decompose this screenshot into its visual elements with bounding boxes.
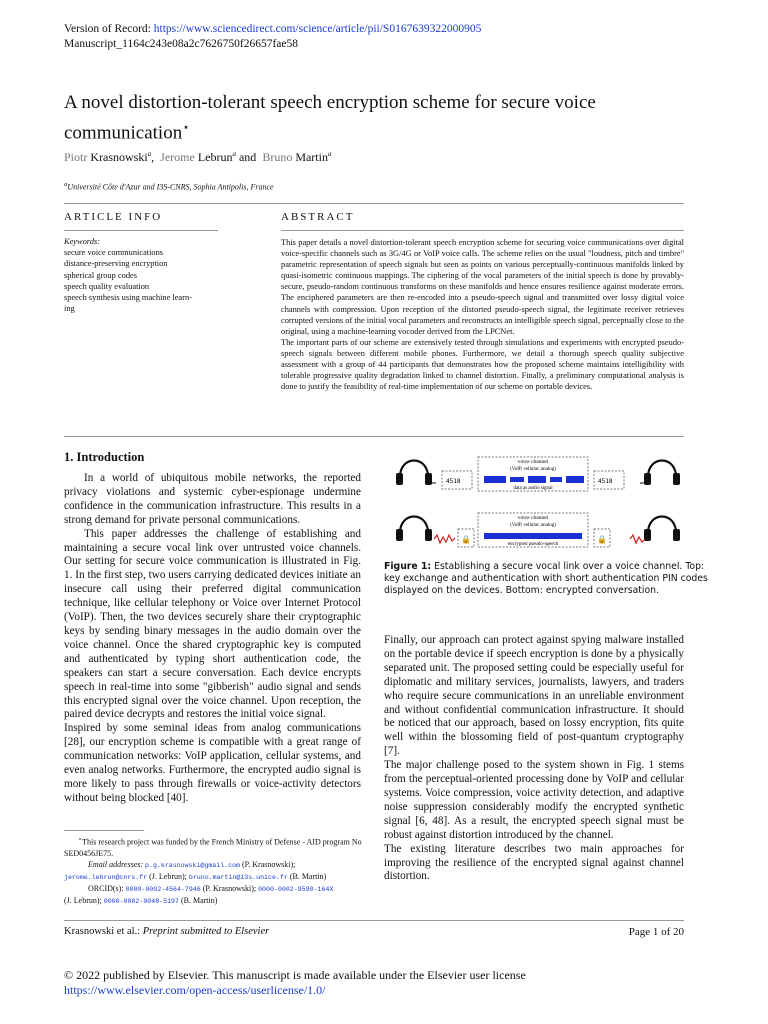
channel-sublabel: (VoIP, cellular, analog) (510, 467, 556, 472)
footnote-divider (64, 830, 144, 831)
lock-icon: 🔒 (461, 535, 471, 544)
channel-label: voice channel (517, 459, 549, 465)
keyword: ing (64, 304, 75, 314)
signal-label: data as audio signal (513, 486, 553, 491)
headset-icon (396, 461, 436, 486)
footnotes: ⋆This research project was funded by the French Ministry of Defense - AID program No SED0456JE75. Email addresses: p.g.krasnowski@gmail.com (P. Krasnowski); jerome.lebrun@cnrs.fr (J. Lebrun); bruno.martin@i3s.unice.fr (B. Martin) ORCID(s): 0000-0002-4564-7946 (P. Krasnowski); 0000-0002-9590-164X (J. Lebrun); 0000-0002-0048-5197 (B. Martin) (64, 836, 362, 905)
caption-label: Figure 1: (384, 561, 432, 572)
caption-text: Establishing a secure vocal link over a voice channel. Top: key exchange and authentication with short authentication PIN codes displayed on the devices. Bottom: encrypted conversation. (384, 561, 708, 596)
abstract-paragraph: The important parts of our scheme are extensively tested through simulations and experiments with encrypted pseudo-speech signals between different mobile phones. Furthermore, we detail a thorough speech quality subjective assessment with a group of 44 participants that demonstrates how the proposed scheme maintains intelligibility with tolerable progressive quality degradation linked to channel distortion. Finally, a preliminary computational analysis is done to justify the feasibility of real-time implementation of our scheme on portable devices. (281, 337, 684, 392)
body-paragraph: The major challenge posed to the system shown in Fig. 1 stems from the perceptual-oriented processing done by VoIP and cellular systems. Voice compression, voice activity detection, and adaptive noise suppression considerably modify the encrypted synthetic signal [6, 48]. As a result, the encrypted speech signal must be robust against distortion introduced by the channel. (384, 759, 684, 841)
email-link[interactable]: p.g.krasnowski@gmail.com (145, 861, 240, 869)
pin-code-left: 4518 (446, 478, 461, 485)
license-notice (64, 968, 526, 998)
author-given: Jerome (160, 150, 195, 164)
keyword: secure voice communications (64, 248, 164, 258)
page-number: Page 1 of 20 (628, 926, 684, 938)
keyword: speech quality evaluation (64, 281, 150, 291)
article-info-heading: ARTICLE INFO (64, 211, 163, 223)
manuscript-id: Manuscript_1164c243e08a2c7626750f26657fae58 (64, 38, 298, 50)
divider (281, 230, 684, 231)
funding-note: This research project was funded by the French Ministry of Defense - AID program No SED0456JE75. (64, 837, 362, 858)
channel-sublabel: (VoIP, cellular, analog) (510, 523, 556, 528)
email-link[interactable]: bruno.martin@i3s.unice.fr (188, 873, 288, 881)
author-given: Piotr (64, 150, 88, 164)
figure-1-caption (384, 561, 708, 597)
signal-label: encrypted pseudo-speech (507, 542, 559, 547)
abstract-heading: ABSTRACT (281, 211, 355, 223)
license-text: © 2022 published by Elsevier. This manuscript is made available under the Elsevier user license (64, 968, 526, 982)
footer-divider (64, 920, 684, 921)
version-link[interactable]: https://www.sciencedirect.com/science/article/pii/S0167639322000905 (153, 23, 482, 35)
keyword: spherical group codes (64, 270, 138, 280)
author-family: Martin (295, 150, 328, 164)
keywords-block (64, 236, 224, 314)
body-paragraph: Inspired by some seminal ideas from analog communications [28], our encryption scheme is compatible with a great range of communication networks: VoIP application, cellular systems, and even analog networks. Furthermore, the encrypted audio signal is more likely to pass through firewalls or voice-activity detectors without being blocked [40]. (64, 722, 361, 804)
author-given: Bruno (262, 150, 293, 164)
affiliation: $^a$Université Côte d'Azur and I3S-CNRS, Sophia Antipolis, France (64, 181, 274, 192)
lock-icon: 🔒 (597, 535, 607, 544)
title-footnote-mark[interactable]: ⋆ (182, 120, 190, 134)
orcid-link[interactable]: 0000-0002-9590-164X (258, 885, 334, 893)
section-heading-introduction: 1. Introduction (64, 450, 145, 464)
license-link[interactable]: https://www.elsevier.com/open-access/userlicense/1.0/ (64, 983, 326, 997)
orcid-link[interactable]: 0000-0002-0048-5197 (103, 897, 179, 905)
right-column (384, 634, 684, 884)
keywords-label: Keywords: (64, 237, 100, 246)
pin-code-right: 4518 (598, 478, 613, 485)
encrypted-signal (484, 533, 582, 539)
data-signal (484, 476, 584, 483)
abstract-body (281, 237, 684, 392)
orcid-link[interactable]: 0000-0002-4564-7946 (125, 885, 201, 893)
channel-label: voice channel (517, 515, 549, 521)
version-label: Version of Record: (64, 23, 151, 35)
body-paragraph: This paper addresses the challenge of establishing and maintaining a secure vocal link over untrusted voice channels. Our setting for secure voice communication is illustrated in Fig. 1. In the first step, two users carrying dedicated devices initiate an insecure call using their preferred digital communication technique, like cellular telephony or Voice over Internet Protocol (VoIP). Then, the two devices securely share their cryptographic keys by sending binary messages in the audio domain over the voice channel. Once the shared cryptographic key is computed and authenticated by typing short authentication code, the speakers can start a secure conversation. Each device encrypts speech in real-time into some "gibberish" audio signal and sends this encrypted signal over the voice channel. Upon reception, the paired device decrypts and restores the initial voice signal. (64, 527, 361, 721)
running-footer: Krasnowski et al.: Preprint submitted to Elsevier (64, 926, 270, 937)
keyword: distance-preserving encryption (64, 259, 168, 269)
body-paragraph: In a world of ubiquitous mobile networks, the reported privacy violations and systemic cyber-espionage undermine confidence in the communication infrastructure. This results in a strong demand for private personal communications. (64, 472, 361, 526)
headset-icon (640, 461, 680, 486)
keyword: speech synthesis using machine learn- (64, 293, 192, 303)
record-metadata (64, 22, 481, 52)
author-list: Piotr Krasnowski$^a$, Jerome Lebrun$^a$ and Bruno Martin$^a$ (64, 150, 332, 164)
author-family: Lebrun (197, 150, 233, 164)
headset-icon (644, 517, 680, 542)
divider (64, 203, 684, 204)
body-paragraph: Finally, our approach can protect against spying malware installed on the portable device if speech encryption is done by a physically separated unit. The proposed setting could be especially useful for diplomatic and military services, journalists, lawyers, and traders who require secure communications in an unreliable environment and without confidential communication infrastructure. It should be noticed that our approach, based on lossy encryption, fits quite well within the blossoming field of post-quantum cryptography [7]. (384, 634, 684, 758)
divider (64, 436, 684, 437)
left-column (64, 472, 361, 806)
figure-1-diagram (390, 447, 708, 557)
paper-title: A novel distortion-tolerant speech encryption scheme for secure voice communication⋆ (64, 92, 596, 144)
email-link[interactable]: jerome.lebrun@cnrs.fr (64, 873, 148, 881)
divider (64, 230, 218, 231)
body-paragraph: The existing literature describes two main approaches for improving the resilience of the encrypted signal against channel distortion. (384, 842, 684, 883)
author-family: Krasnowski (90, 150, 148, 164)
abstract-paragraph: This paper details a novel distortion-tolerant speech encryption scheme for securing voice communications over digital voice-specific channels such as 3G/4G or VoIP voice calls. The scheme relies on the usual "loudness, pitch and timbre" parametric representation of speech signals but seen as points on various perceptually-continuous manifolds linked by quasi-isometric continuous mappings. The ciphering of the vocal parameters of the initial speech is done by provably-secure, pseudo-random continuous transforms on these manifolds and hence ensures resilience against moderate errors. The enciphered parameters are then re-encoded into a pseudo-speech signal and transmitted over lossy digital voice channels with compression. Upon reception of the distorted pseudo-speech signal, the legitimate receiver retrieves corrupted versions of the initial vocal parameters and reconstructs an intelligible speech signal, perceptually close to the original, using a machine-learning vocoder derived from the LPCNet. (281, 238, 684, 336)
headset-icon (396, 517, 432, 542)
